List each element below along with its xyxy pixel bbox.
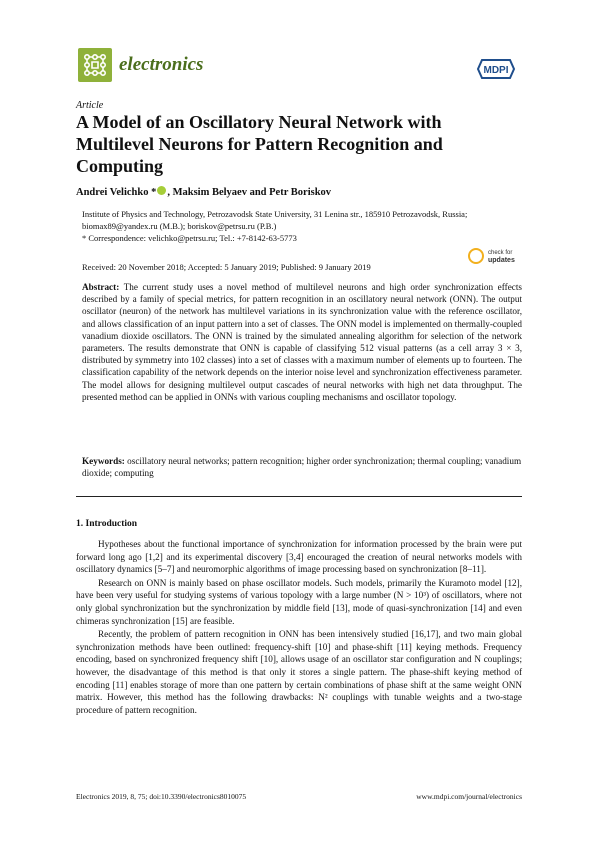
abstract	[82, 281, 522, 403]
check-updates-line1: check for	[488, 250, 513, 256]
orcid-icon[interactable]	[157, 186, 166, 195]
abstract-label: Abstract:	[82, 282, 120, 292]
journal-name: electronics	[119, 54, 204, 75]
keywords	[82, 455, 522, 479]
author-first: Andrei Velichko *	[76, 187, 157, 198]
affiliation-emails: biomax89@yandex.ru (M.B.); boriskov@petrsu.ru (P.B.)	[82, 221, 277, 231]
circuit-icon	[78, 48, 112, 82]
mdpi-logo-text: MDPI	[483, 65, 509, 76]
mdpi-logo	[476, 58, 516, 85]
check-updates-icon	[468, 248, 484, 264]
keywords-text: oscillatory neural networks; pattern recognition; higher order synchronization; thermal coupling; vanadium dioxide; computing	[82, 456, 522, 479]
paragraph: Research on ONN is mainly based on phase oscillator models. Such models, primarily the Kuramoto model [12], have been very useful for studying systems of various topology with a large number (N > 10³) of oscillators, where not only global synchronization but the synchronization by middle field [13], mode of quasi-synchronization [14] and even chimeras synchronization [15] are feasible.	[76, 577, 522, 626]
check-updates-line2: updates	[488, 257, 515, 264]
affiliation	[82, 208, 522, 244]
footer-url[interactable]: www.mdpi.com/journal/electronics	[416, 792, 522, 801]
correspondence: * Correspondence: velichko@petrsu.ru; Tel.: +7-8142-63-5773	[82, 233, 297, 243]
section-heading: 1. Introduction	[76, 519, 138, 529]
paper-title: A Model of an Oscillatory Neural Network with Multilevel Neurons for Pattern Recognition and Computing	[76, 112, 443, 176]
author-list	[76, 186, 331, 198]
divider	[76, 496, 522, 497]
journal-logo	[78, 48, 112, 82]
author-rest: , Maksim Belyaev and Petr Boriskov	[167, 187, 332, 198]
check-for-updates-badge[interactable]	[468, 248, 522, 270]
article-type: Article	[76, 100, 104, 111]
affiliation-line: Institute of Physics and Technology, Petrozavodsk State University, 31 Lenina str., 185910 Petrozavodsk, Russia;	[82, 209, 468, 219]
paragraph: Recently, the problem of pattern recognition in ONN has been intensively studied [16,17], and two main global synchronization methods have been outlined: frequency-shift [10] and phase-shift [11] keying methods. Frequency encoding, based on synchronized frequency shift [10], allows usage of an oscillator star configuration and N couplings; however, the disadvantage of this method is that only it stores a single pattern. The phase-shift keying method of encoding [11] enables storage of more than one pattern by certain combinations of phase shift at the same weight ONN matrix. However, this method has the following drawbacks: N² couplings with tunable weights and a two-stage procedure of pattern recognition.	[76, 629, 522, 715]
footer-citation: Electronics 2019, 8, 75; doi:10.3390/electronics8010075	[76, 792, 247, 801]
publication-dates: Received: 20 November 2018; Accepted: 5 January 2019; Published: 9 January 2019	[82, 262, 371, 272]
paragraph: Hypotheses about the functional importance of synchronization for information processed by the brain were put forward long ago [1,2] and its experimental discovery [3,4] encouraged the creation of neural networks models with oscillatory dynamics [5–7] and neuromorphic algorithms of image processing based on synchronization [8–11].	[76, 539, 522, 575]
section-body	[76, 538, 522, 716]
keywords-label: Keywords:	[82, 456, 125, 466]
abstract-text: The current study uses a novel method of multilevel neurons and high order synchronization effects described by a family of special metrics, for pattern recognition in an oscillatory neural network (ONN). The output oscillator (neuron) of the network has multilevel variations in its synchronization value with the reference oscillator, and allows classification of an input pattern into a set of classes. The ONN model is implemented on thermally-coupled vanadium dioxide oscillators. The ONN is trained by the simulated annealing algorithm for selection of the network parameters. The results demonstrate that ONN is capable of classifying 512 visual patterns (as a cell array 3 × 3, distributed by symmetry into 102 classes) into a set of classes with a maximum number of elements up to fourteen. The classification capability of the network depends on the interior noise level and synchronization effectiveness parameter. The model allows for designing multilevel output cascades of neural networks with high net data throughput. The presented method can be applied in ONNs with various coupling mechanisms and oscillator topology.	[82, 282, 522, 402]
